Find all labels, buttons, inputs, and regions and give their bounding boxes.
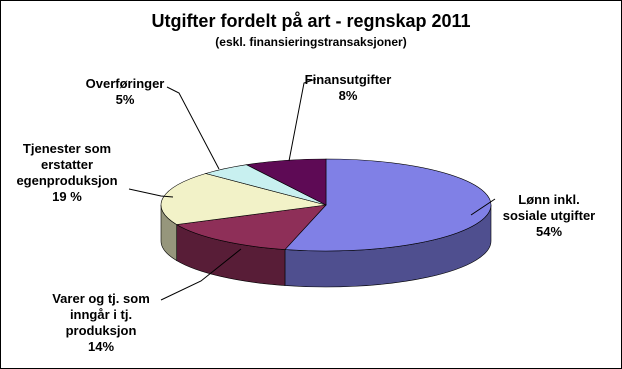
slice-label-line: Tjenester som [22, 141, 112, 156]
slice-label-line: egenproduksjon [16, 173, 118, 188]
slice-label-line: 14% [87, 339, 115, 354]
chart-title: Utgifter fordelt på art - regnskap 2011 [151, 11, 471, 31]
slice-label-line: sosiale utgifter [502, 208, 596, 223]
slice-label-line: 8% [338, 88, 358, 103]
slice-label-line: 19 % [52, 189, 82, 204]
slice-label-line: Varer og tj. som [52, 291, 150, 306]
slice-label-line: produksjon [65, 323, 137, 338]
slice-label-1 [52, 291, 150, 354]
slice-label-line: Lønn inkl. [518, 192, 580, 207]
chart-subtitle: (eskl. finansieringstransaksjoner) [215, 35, 407, 49]
slice-label-line: erstatter [40, 157, 94, 172]
leader-line-3 [167, 87, 219, 169]
slice-label-line: 54% [535, 224, 563, 239]
leader-line-4 [289, 79, 316, 161]
slice-label-3 [86, 76, 165, 107]
pie-tops [161, 159, 491, 251]
slice-label-2 [16, 141, 117, 204]
slice-label-line: 5% [115, 92, 135, 107]
slice-label-line: Overføringer [85, 76, 165, 91]
slice-label-line: Finansutgifter [304, 72, 392, 87]
pie-chart [1, 1, 621, 368]
slice-label-0 [503, 192, 595, 239]
slice-label-4 [305, 72, 392, 103]
slice-label-line: inngår i tj. [69, 307, 133, 322]
